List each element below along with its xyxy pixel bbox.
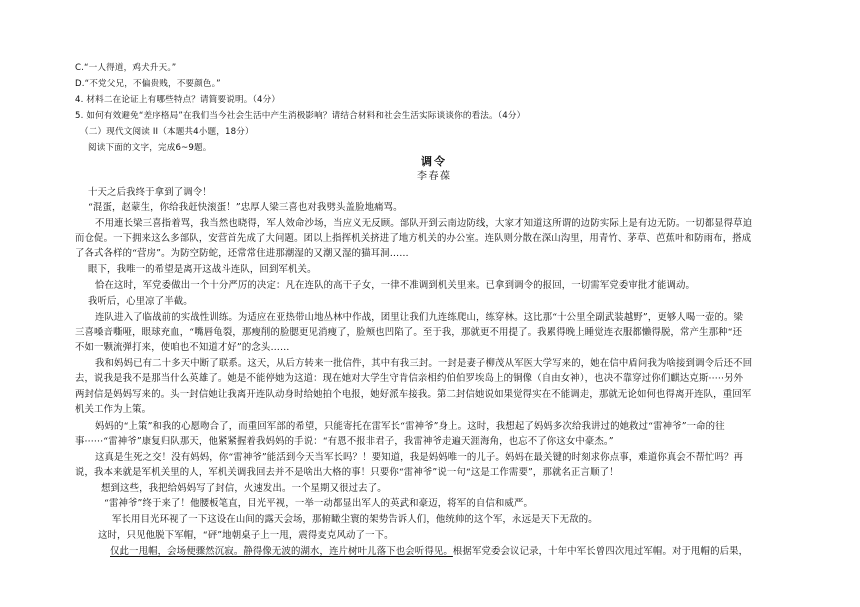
story-line-tail: 根据军党委会议记录，十年中军长曾四次甩过军帽。对于甩帽的后果， [452, 546, 749, 557]
story-line: 说，我本来就是军机关里的人，军机关调我回去并不是啥出大格的事！只要你“雷神爷”说一句“这是工作需要”，那就名正言顺了！ [75, 467, 619, 478]
story-line: 这真是生死之交！没有妈妈，你“雷神爷”能活到今天当军长吗？！要知道，我是妈妈唯一的儿子。妈妈在最关键的时刻求你点事，难道你真会不帮忙吗？再 [95, 452, 744, 463]
story-line: 机关工作为上策。 [75, 404, 152, 415]
story-title: 调令 [421, 155, 447, 168]
story-line: 而仓促。一下拥来这么多部队，安营首先成了大问题。团以上指挥机关挤进了地方机关的办公室。连队则分散在深山沟里，用青竹、茅草、芭蕉叶和防雨布，搭成 [75, 233, 752, 244]
story-line: 三喜嗓音嘶哑，眼球充血，“嘴唇龟裂，那瘦削的脸腮更见消瘦了，脸颊也凹陷了。至于我，那就更不用提了。我累得晚上睡觉连衣服都懒得脱，常产生那种“还 [75, 327, 743, 338]
section-instruction: 阅读下面的文字，完成6~9题。 [88, 143, 212, 153]
story-line: 军长用目光环视了一下这设在山间的露天会场，那俯瞰尘寰的架势告诉人们，他统帅的这个军，永远是天下无敌的。 [112, 514, 598, 525]
story-last-line [110, 545, 748, 558]
story-line: 眼下，我唯一的希望是离开这战斗连队，回到军机关。 [88, 264, 317, 275]
story-line: “混蛋，赵蒙生，你给我赶快滚蛋！”忠厚人梁三喜也对我劈头盖脸地痛骂。 [88, 202, 403, 213]
story-line: “雷神爷”终于来了！他腰板笔直，目光平视，一举一动都显出军人的英武和豪迈，将军的自信和威严。 [104, 498, 533, 509]
story-line: 两封信是妈妈写来的。头一封信她让我离开连队动身时给她拍个电报，她好派车接我。第二封信她说如果觉得实在不能调走，那就无论如何也得离开连队，重回军 [75, 389, 752, 400]
section-heading: （二）现代文阅读 II（本题共4小题，18分） [80, 127, 254, 137]
option-d: D.“不党父兄，不偏贵贱，不要颜色。” [75, 79, 221, 89]
story-line: 我和妈妈已有二十多天中断了联系。这天，从后方转来一批信件，其中有我三封。一封是妻子柳茂从军医大学写来的，她在信中盾问我为啥接到调令后还不回 [95, 358, 753, 369]
story-line: 我听后，心里凉了半截。 [88, 296, 193, 307]
story-line: 妈妈的“上策”和我的心愿吻合了，而重回军部的希望，只能寄托在雷军长“雷神爷”身上。这时，我想起了妈妈多次给我讲过的她救过“雷神爷”一命的往 [95, 421, 725, 432]
story-line: 不用連长梁三喜指着骂，我当然也晓得，军人效命沙场，当应义无反顾。部队开到云南边防线，大家才知道这所谓的边防实际上是有边无防。一切都显得草迫 [95, 218, 753, 229]
question-5: 5. 如何有效避免“差序格局”在我们当今社会生活中产生消极影响？请结合材料和社会生活实际谈谈你的看法。（4分） [75, 111, 526, 121]
story-line: 连队进入了临战前的实战性训练。为适应在亚热带山地丛林中作战，团里让我们九连练爬山，练穿林。这比那“十公里全副武装越野”，更够人喝一壶的。梁 [95, 312, 744, 323]
story-line: 去，说我是我不是那当什么英雄了。她是不能停她为这道：现在她对大学生守肯信亲相约伯伯罗埃岛上的铜像（自由女神），也决不靠穿过你们麒达克斯·····另外 [75, 373, 744, 384]
story-line: 恰在这时，军党委做出一个十分严厉的决定：凡在连队的高干子女，一律不准调到机关里来。已拿到调令的报回，一切需军党委审批才能调动。 [95, 280, 696, 291]
story-line: 不如一颗流弹打来，使咱也不知道才好”的念头…… [75, 342, 290, 353]
story-line: 事······“雷神爷”康复归队那天，他紧紧握着我妈妈的手说：“有恩不报非君子，我雷神爷走遍天涯海角，也忘不了你这女中豪杰。” [75, 436, 614, 447]
story-line: 了各式各样的“营房”。为防空防蛇，还常常住进那潮湿的又潮又湿的猫耳洞…… [75, 248, 409, 259]
story-line: 这时，只见他脱下军帽，“砰”地朝桌子上一甩，震得麦克风动了一下。 [98, 530, 394, 541]
option-c: C.“一人得道，鸡犬升天。” [75, 63, 177, 73]
question-4: 4. 材料二在论证上有哪些特点？请简要说明。（4分） [75, 95, 281, 105]
underlined-passage: 仅此一甩帽，会场便骤然沉寂。静得像无波的湖水，连片树叶儿落下也会听得见。 [110, 546, 453, 557]
story-author: 李春葆 [417, 171, 452, 182]
story-line: 十天之后我终于拿到了调令！ [88, 187, 212, 198]
story-line: 想到这些，我把给妈妈写了封信，火速发出。一个星期又很过去了。 [101, 483, 387, 494]
